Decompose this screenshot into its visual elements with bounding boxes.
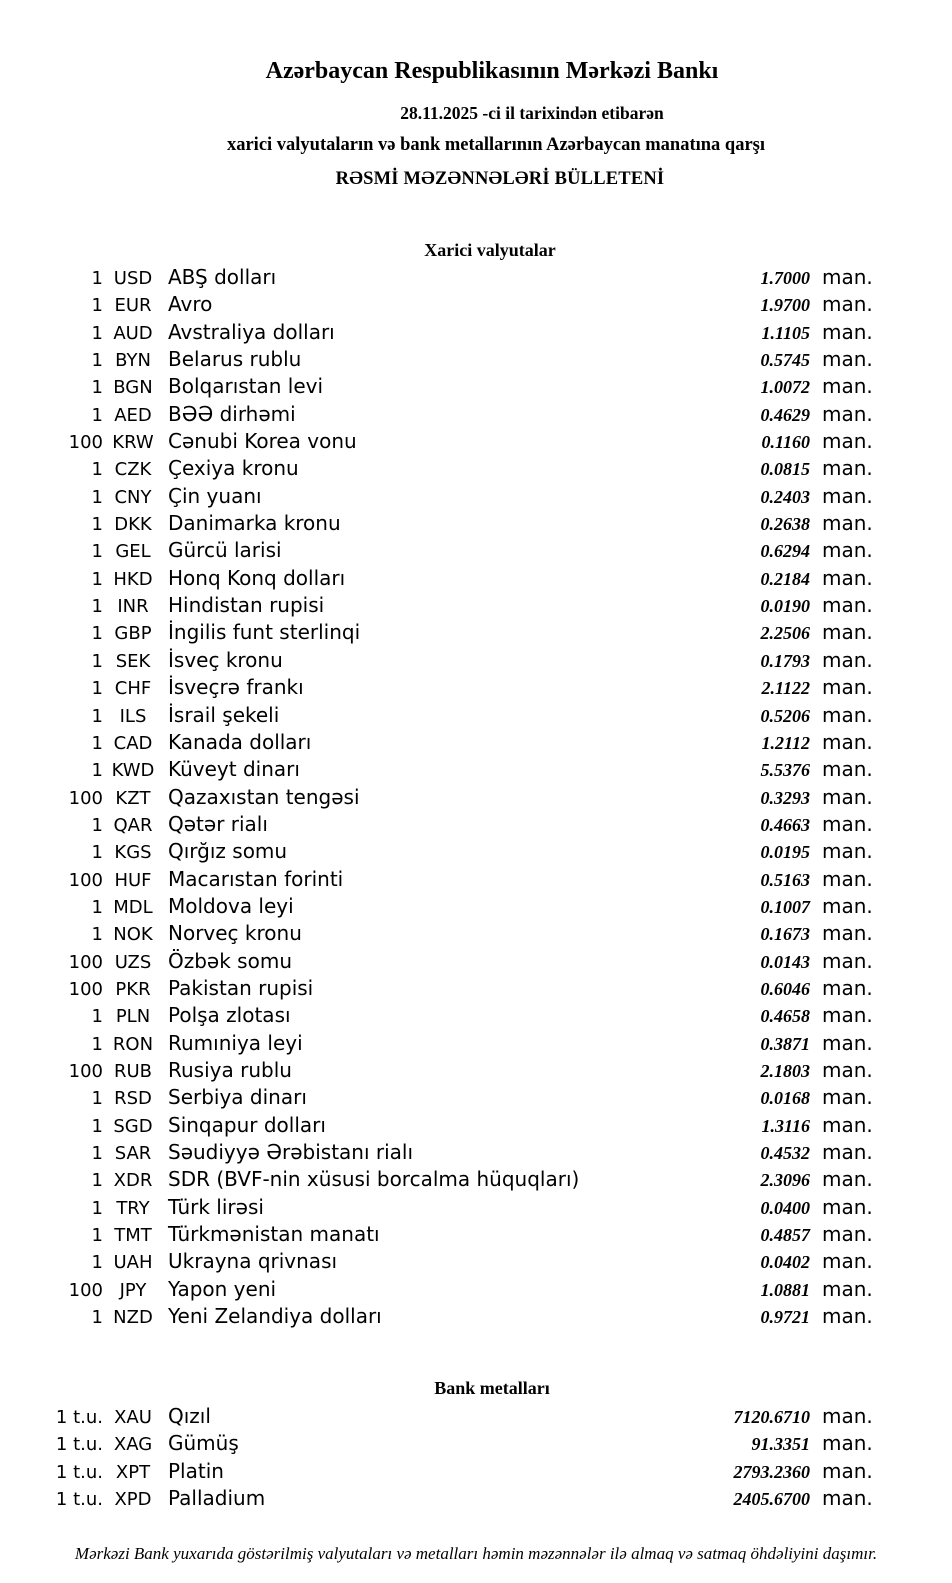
unit-cell: man. [822,1222,873,1247]
currency-row [0,619,873,646]
quantity-cell: 100 [68,869,103,891]
currency-code-cell: SEK [115,650,151,672]
currency-table [0,264,873,1330]
currency-name-cell: İsrail şekeli [168,702,280,727]
unit-cell: man. [822,866,873,891]
quantity-cell: 1 [91,1252,103,1274]
rate-cell: 0.2403 [760,486,810,507]
unit-cell: man. [822,593,873,618]
currency-code-cell: RSD [114,1088,152,1110]
currency-code-cell: UAH [113,1252,153,1274]
currency-code-cell: EUR [114,295,152,317]
quantity-cell: 1 [91,1225,103,1247]
currency-code-cell: KWD [111,760,155,782]
currency-row [0,975,873,1002]
quantity-cell: 1 [91,1197,103,1219]
currency-row [0,784,873,811]
metal-code-cell: XPT [115,1461,151,1483]
unit-cell: man. [822,429,873,454]
effective-date: 28.11.2025 -ci il tarixindən etibarən [400,103,664,123]
currency-name-cell: Serbiya dinarı [168,1085,307,1110]
currency-name-cell: Qazaxıstan tengəsi [168,784,360,809]
quantity-cell: 1 [91,842,103,864]
quantity-cell: 1 [91,705,103,727]
currency-code-cell: PKR [115,978,151,1000]
rate-cell: 0.0195 [760,842,810,863]
currency-name-cell: Qırğız somu [168,839,288,864]
currency-code-cell: HUF [114,869,152,891]
rate-cell: 7120.6710 [733,1407,810,1427]
rate-cell: 0.1673 [760,924,810,945]
metal-row [0,1485,873,1512]
unit-cell: man. [822,702,873,727]
currency-code-cell: MDL [113,896,153,918]
unit-cell: man. [822,292,873,317]
rate-cell: 2.1122 [761,678,810,699]
quantity-cell: 100 [68,951,103,973]
currency-row [0,1248,873,1275]
rate-cell: 0.0168 [760,1088,810,1109]
currency-code-cell: BYN [115,350,151,372]
currency-name-cell: Rusiya rublu [168,1057,292,1082]
currency-name-cell: Türk lirəsi [168,1194,264,1219]
metals-table [0,1403,873,1512]
currency-name-cell: Macarıstan forinti [168,866,344,891]
unit-cell: man. [822,319,873,344]
rate-cell: 0.6046 [760,978,810,999]
currency-name-cell: İsveç kronu [168,647,283,672]
unit-cell: man. [822,1167,873,1192]
currency-row [0,1084,873,1111]
quantity-cell: 1 [91,678,103,700]
rate-cell: 0.0815 [760,459,810,480]
quantity-cell: 1 [91,596,103,618]
quantity-cell: 1 [91,1033,103,1055]
currency-name-cell: Avro [168,292,213,317]
currency-row [0,1276,873,1303]
currency-row [0,702,873,729]
currency-code-cell: GEL [115,541,151,563]
rate-cell: 0.6294 [760,541,810,562]
quantity-cell: 1 [91,732,103,754]
currency-name-cell: Avstraliya dolları [168,319,335,344]
currency-row [0,866,873,893]
currency-row [0,1194,873,1221]
quantity-cell: 100 [68,1060,103,1082]
currency-name-cell: Sinqapur dolları [168,1112,326,1137]
metal-row [0,1458,873,1485]
rate-cell: 0.2184 [760,568,810,589]
currency-code-cell: ILS [119,705,147,727]
quantity-cell: 100 [68,432,103,454]
rate-cell: 0.5745 [760,350,810,371]
metal-name-cell: Qızıl [168,1404,211,1428]
quantity-cell: 100 [68,1279,103,1301]
unit-cell: man. [822,893,873,918]
currency-code-cell: XDR [113,1170,153,1192]
currency-code-cell: SGD [113,1115,153,1137]
unit-cell: man. [822,456,873,481]
rate-cell: 1.3116 [761,1115,810,1136]
currency-row [0,319,873,346]
unit-cell: man. [822,1276,873,1301]
currency-row [0,1030,873,1057]
quantity-cell: 1 [91,377,103,399]
metal-name-cell: Palladium [168,1486,266,1511]
currency-name-cell: Rumıniya leyi [168,1030,303,1055]
currency-name-cell: Cənubi Korea vonu [168,429,357,454]
rate-cell: 5.5376 [760,760,810,781]
currency-name-cell: Kanada dolları [168,729,312,754]
quantity-cell: 100 [68,978,103,1000]
rate-cell: 0.5163 [760,869,810,890]
unit-cell: man. [822,1057,873,1082]
unit-cell: man. [822,729,873,754]
currency-code-cell: KZT [115,787,151,809]
currency-name-cell: İsveçrə frankı [168,675,304,700]
quantity-cell: 100 [68,787,103,809]
unit-cell: man. [822,1085,873,1110]
metal-row [0,1403,873,1430]
unit-cell: man. [822,1194,873,1219]
currency-name-cell: Ukrayna qrivnası [168,1249,338,1274]
quantity-cell: 1 [91,1170,103,1192]
currency-row [0,1139,873,1166]
unit-cell: man. [822,1304,873,1329]
currency-name-cell: Honq Konq dolları [168,565,346,590]
currency-row [0,811,873,838]
disclaimer-text: Mərkəzi Bank yuxarıda göstərilmiş valyutaları və metalları həmin məzənnələr ilə almaq və satmaq öhdəliyini daşımır. [74,1544,878,1563]
currency-name-cell: Polşa zlotası [168,1003,291,1028]
currency-code-cell: CNY [114,486,152,508]
unit-cell: man. [822,1030,873,1055]
quantity-cell: 1 [91,623,103,645]
quantity-cell: 1 t.u. [55,1407,103,1428]
currency-name-cell: Çin yuanı [168,483,262,508]
unit-cell: man. [822,620,873,645]
currency-row [0,1057,873,1084]
rate-cell: 0.2638 [760,514,810,535]
currency-code-cell: GBP [114,623,152,645]
currency-row [0,1166,873,1193]
quantity-cell: 1 t.u. [55,1489,103,1511]
rate-cell: 0.0190 [760,596,810,617]
quantity-cell: 1 [91,322,103,344]
currency-code-cell: KGS [114,842,152,864]
unit-cell: man. [822,1486,873,1511]
currency-code-cell: UZS [114,951,152,973]
rate-cell: 0.1793 [760,650,810,671]
currency-name-cell: Yapon yeni [168,1276,277,1301]
currency-code-cell: BGN [113,377,153,399]
currency-code-cell: CAD [113,732,153,754]
rate-cell: 1.1105 [761,322,810,343]
currency-row [0,948,873,975]
quantity-cell: 1 [91,486,103,508]
unit-cell: man. [822,921,873,946]
currency-row [0,428,873,455]
rate-cell: 2.3096 [760,1170,810,1191]
currency-row [0,920,873,947]
currency-code-cell: TRY [116,1197,150,1219]
rate-cell: 0.3293 [760,787,810,808]
currency-code-cell: RON [112,1033,154,1055]
quantity-cell: 1 [91,1006,103,1028]
unit-cell: man. [822,811,873,836]
currency-row [0,510,873,537]
quantity-cell: 1 [91,1143,103,1164]
currency-name-cell: Yeni Zelandiya dolları [168,1304,382,1329]
currency-row [0,674,873,701]
metal-code-cell: XAU [114,1407,152,1428]
bulletin-subtitle: xarici valyutaların və bank metallarının Azərbaycan manatına qarşı [226,135,766,155]
quantity-cell: 1 [91,1307,103,1329]
rate-cell: 0.1160 [761,432,810,453]
quantity-cell: 1 t.u. [55,1461,103,1483]
currency-name-cell: BƏƏ dirhəmi [168,401,296,426]
unit-cell: man. [822,1249,873,1274]
rate-cell: 1.0072 [760,377,810,398]
rate-cell: 0.3871 [760,1033,810,1054]
currency-name-cell: Gürcü larisi [168,538,282,563]
unit-cell: man. [822,374,873,399]
currency-row [0,1002,873,1029]
currency-row [0,264,873,291]
quantity-cell: 1 t.u. [55,1434,103,1456]
unit-cell: man. [822,975,873,1000]
rate-cell: 2.1803 [760,1060,810,1081]
currency-row [0,291,873,318]
currency-name-cell: Danimarka kronu [168,511,341,536]
currency-code-cell: TMT [114,1225,152,1247]
page-title: Azərbaycan Respublikasının Mərkəzi Bankı [265,58,719,84]
currency-row [0,401,873,428]
quantity-cell: 1 [91,650,103,672]
rate-cell: 0.4532 [760,1143,810,1163]
currency-name-cell: Küveyt dinarı [168,757,300,782]
currency-name-cell: Səudiyyə Ərəbistanı rialı [168,1140,414,1164]
currency-name-cell: Qətər rialı [168,811,268,836]
rate-cell: 2405.6700 [733,1489,810,1510]
currency-code-cell: NOK [113,924,153,946]
quantity-cell: 1 [91,350,103,372]
quantity-cell: 1 [91,404,103,426]
currency-row [0,537,873,564]
quantity-cell: 1 [91,514,103,536]
unit-cell: man. [822,1003,873,1028]
currency-row [0,838,873,865]
rate-cell: 0.4658 [760,1006,810,1027]
rate-cell: 0.0400 [760,1197,810,1218]
bulletin-title: RƏSMİ MƏZƏNNƏLƏRİ BÜLLETENİ [335,169,665,189]
currency-name-cell: İngilis funt sterlinqi [168,620,361,645]
currency-name-cell: Özbək somu [168,948,292,973]
quantity-cell: 1 [91,1115,103,1137]
quantity-cell: 1 [91,541,103,563]
currency-name-cell: Belarus rublu [168,347,302,372]
unit-cell: man. [822,511,873,536]
currency-name-cell: Çexiya kronu [168,456,299,481]
currency-row [0,1112,873,1139]
currency-code-cell: NZD [113,1307,153,1329]
rate-cell: 91.3351 [751,1434,810,1455]
currency-row [0,483,873,510]
unit-cell: man. [822,1112,873,1137]
rate-cell: 0.5206 [760,705,810,726]
currency-row [0,346,873,373]
unit-cell: man. [822,784,873,809]
currency-row [0,565,873,592]
metal-name-cell: Platin [168,1458,224,1483]
rate-cell: 0.9721 [760,1307,810,1328]
currency-code-cell: DKK [114,514,152,536]
currency-name-cell: Türkmənistan manatı [168,1222,380,1247]
unit-cell: man. [822,565,873,590]
currency-row [0,756,873,783]
unit-cell: man. [822,757,873,782]
currency-code-cell: CZK [114,459,152,481]
rate-cell: 0.4629 [760,404,810,425]
currency-code-cell: USD [113,268,153,289]
rate-cell: 1.0881 [760,1279,810,1300]
quantity-cell: 1 [91,896,103,918]
currency-name-cell: Moldova leyi [168,893,294,918]
unit-cell: man. [822,347,873,372]
currency-code-cell: AED [114,404,152,426]
quantity-cell: 1 [91,1088,103,1110]
rate-cell: 1.2112 [761,732,810,753]
unit-cell: man. [822,839,873,864]
currency-name-cell: Bolqarıstan levi [168,374,324,399]
quantity-cell: 1 [91,459,103,481]
quantity-cell: 1 [91,760,103,782]
quantity-cell: 1 [91,924,103,946]
currencies-section-title: Xarici valyutalar [424,240,556,260]
currency-code-cell: INR [117,596,149,618]
currency-name-cell: SDR (BVF-nin xüsusi borcalma hüquqları) [168,1167,580,1192]
currency-code-cell: PLN [115,1006,151,1028]
currency-name-cell: Hindistan rupisi [168,593,325,618]
unit-cell: man. [822,948,873,973]
quantity-cell: 1 [91,295,103,317]
currency-name-cell: Norveç kronu [168,921,302,946]
rate-cell: 1.7000 [760,268,810,288]
currency-row [0,729,873,756]
rate-cell: 0.0143 [760,951,810,972]
unit-cell: man. [822,1404,873,1428]
unit-cell: man. [822,1458,873,1483]
unit-cell: man. [822,1431,873,1456]
currency-code-cell: KRW [112,432,154,454]
metal-name-cell: Gümüş [168,1431,239,1456]
currency-row [0,1221,873,1248]
quantity-cell: 1 [91,268,103,289]
rate-cell: 0.1007 [760,896,810,917]
currency-name-cell: ABŞ dolları [168,265,277,289]
currency-code-cell: AUD [113,322,153,344]
currency-code-cell: RUB [113,1060,153,1082]
currency-code-cell: SAR [114,1143,152,1164]
unit-cell: man. [822,675,873,700]
rate-cell: 0.4663 [760,814,810,835]
quantity-cell: 1 [91,814,103,836]
rate-cell: 0.4857 [760,1225,810,1246]
rate-cell: 2.2506 [760,623,810,644]
currency-code-cell: HKD [113,568,153,590]
currency-row [0,592,873,619]
rate-cell: 2793.2360 [733,1461,810,1482]
unit-cell: man. [822,1140,873,1164]
rate-cell: 0.0402 [760,1252,810,1273]
unit-cell: man. [822,401,873,426]
currency-code-cell: QAR [113,814,153,836]
unit-cell: man. [822,483,873,508]
metal-code-cell: XAG [113,1434,153,1456]
metals-section-title: Bank metalları [434,1378,550,1398]
metal-row [0,1430,873,1457]
unit-cell: man. [822,265,873,289]
currency-row [0,455,873,482]
currency-name-cell: Pakistan rupisi [168,975,314,1000]
metal-code-cell: XPD [114,1489,152,1511]
currency-row [0,1303,873,1330]
currency-row [0,647,873,674]
currency-code-cell: CHF [114,678,152,700]
currency-code-cell: JPY [119,1279,147,1301]
currency-row [0,893,873,920]
quantity-cell: 1 [91,568,103,590]
rate-cell: 1.9700 [760,295,810,316]
unit-cell: man. [822,538,873,563]
unit-cell: man. [822,647,873,672]
currency-row [0,373,873,400]
